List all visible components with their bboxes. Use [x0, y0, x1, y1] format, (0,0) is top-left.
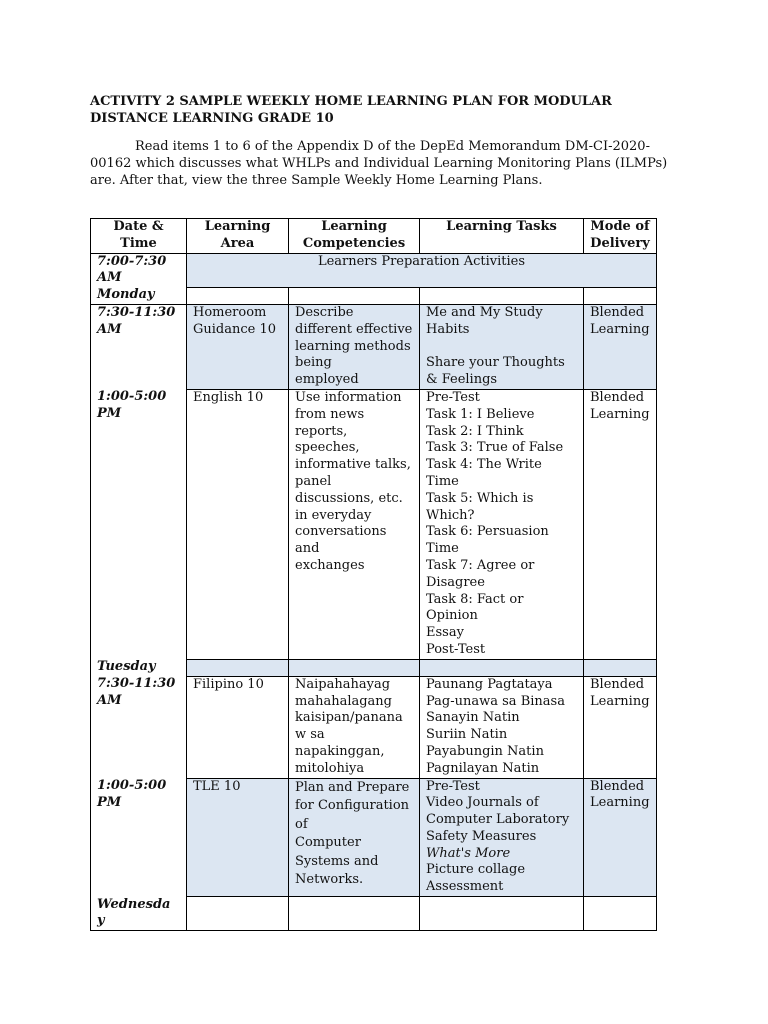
weekly-plan-table	[90, 218, 657, 931]
header-competencies: Learning Competencies	[289, 219, 420, 254]
tle-tasks	[420, 778, 584, 897]
homeroom-row	[91, 304, 657, 389]
empty-cell	[584, 659, 657, 676]
empty-cell	[187, 287, 289, 304]
prep-activity-cell: Learners Preparation Activities	[187, 253, 657, 287]
empty-cell	[289, 897, 420, 931]
tle-tasks-bottom: Picture collage Assessment	[426, 862, 526, 895]
filipino-row	[91, 676, 657, 778]
time-wednesday-label: Wednesda y	[91, 897, 187, 931]
english-competency: Use information from news reports, speeches, informative talks, panel discussions, etc. in everyday conversations and exchanges	[289, 389, 420, 659]
empty-cell	[289, 659, 420, 676]
homeroom-tasks: Me and My Study Habits Share your Thoughts & Feelings	[420, 304, 584, 389]
empty-cell	[187, 659, 289, 676]
time-monday-prep: 7:00-7:30 AM Monday	[91, 253, 187, 304]
time-tuesday-pm: 1:00-5:00 PM	[91, 778, 187, 897]
homeroom-delivery: Blended Learning	[584, 304, 657, 389]
empty-cell	[420, 287, 584, 304]
tle-tasks-whats-more: What's More	[426, 845, 511, 861]
time-tuesday-am: 7:30-11:30 AM	[91, 676, 187, 778]
tle-competency: Plan and Prepare for Configuration of Computer Systems and Networks.	[289, 778, 420, 897]
document-title: ACTIVITY 2 SAMPLE WEEKLY HOME LEARNING PLAN FOR MODULAR DISTANCE LEARNING GRADE 10	[90, 94, 612, 126]
homeroom-competency: Describe different effective learning methods being employed	[289, 304, 420, 389]
header-learning-area: Learning Area	[187, 219, 289, 254]
time-monday-am: 7:30-11:30 AM	[91, 304, 187, 389]
homeroom-area: Homeroom Guidance 10	[187, 304, 289, 389]
tle-area: TLE 10	[187, 778, 289, 897]
time-tuesday-label: Tuesday	[91, 659, 187, 676]
empty-cell	[420, 659, 584, 676]
filipino-area: Filipino 10	[187, 676, 289, 778]
filipino-delivery: Blended Learning	[584, 676, 657, 778]
empty-cell	[584, 287, 657, 304]
english-area: English 10	[187, 389, 289, 659]
tle-row	[91, 778, 657, 897]
wednesday-row	[91, 897, 657, 931]
header-date-time: Date & Time	[91, 219, 187, 254]
empty-cell	[584, 897, 657, 931]
tle-tasks-top: Pre-Test Video Journals of Computer Laboratory Safety Measures	[426, 778, 570, 844]
empty-cell	[187, 897, 289, 931]
header-mode-of-delivery: Mode of Delivery	[584, 219, 657, 254]
empty-cell	[289, 287, 420, 304]
intro-paragraph: Read items 1 to 6 of the Appendix D of the DepEd Memorandum DM-CI-2020-00162 which discusses what WHLPs and Individual Learning Monitoring Plans (ILMPs) are. After that, view the three Sample Weekly Home Learning Plans.	[90, 139, 668, 188]
tle-delivery: Blended Learning	[584, 778, 657, 897]
time-monday-pm: 1:00-5:00 PM	[91, 389, 187, 659]
header-learning-tasks: Learning Tasks	[420, 219, 584, 254]
empty-cell	[420, 897, 584, 931]
tuesday-separator-row	[91, 659, 657, 676]
prep-row	[91, 253, 657, 287]
header-row	[91, 219, 657, 254]
english-row	[91, 389, 657, 659]
filipino-competency: Naipahahayag mahahalagang kaisipan/panana w sa napakinggan, mitolohiya	[289, 676, 420, 778]
english-delivery: Blended Learning	[584, 389, 657, 659]
english-tasks: Pre-Test Task 1: I Believe Task 2: I Think Task 3: True of False Task 4: The Write Time Task 5: Which is Which? Task 6: Persuasion Time Task 7: Agree or Disagree Task 8: Fact or Opinion Essay Post-Test	[420, 389, 584, 659]
filipino-tasks: Paunang Pagtataya Pag-unawa sa Binasa Sanayin Natin Suriin Natin Payabungin Natin Pagnilayan Natin	[420, 676, 584, 778]
